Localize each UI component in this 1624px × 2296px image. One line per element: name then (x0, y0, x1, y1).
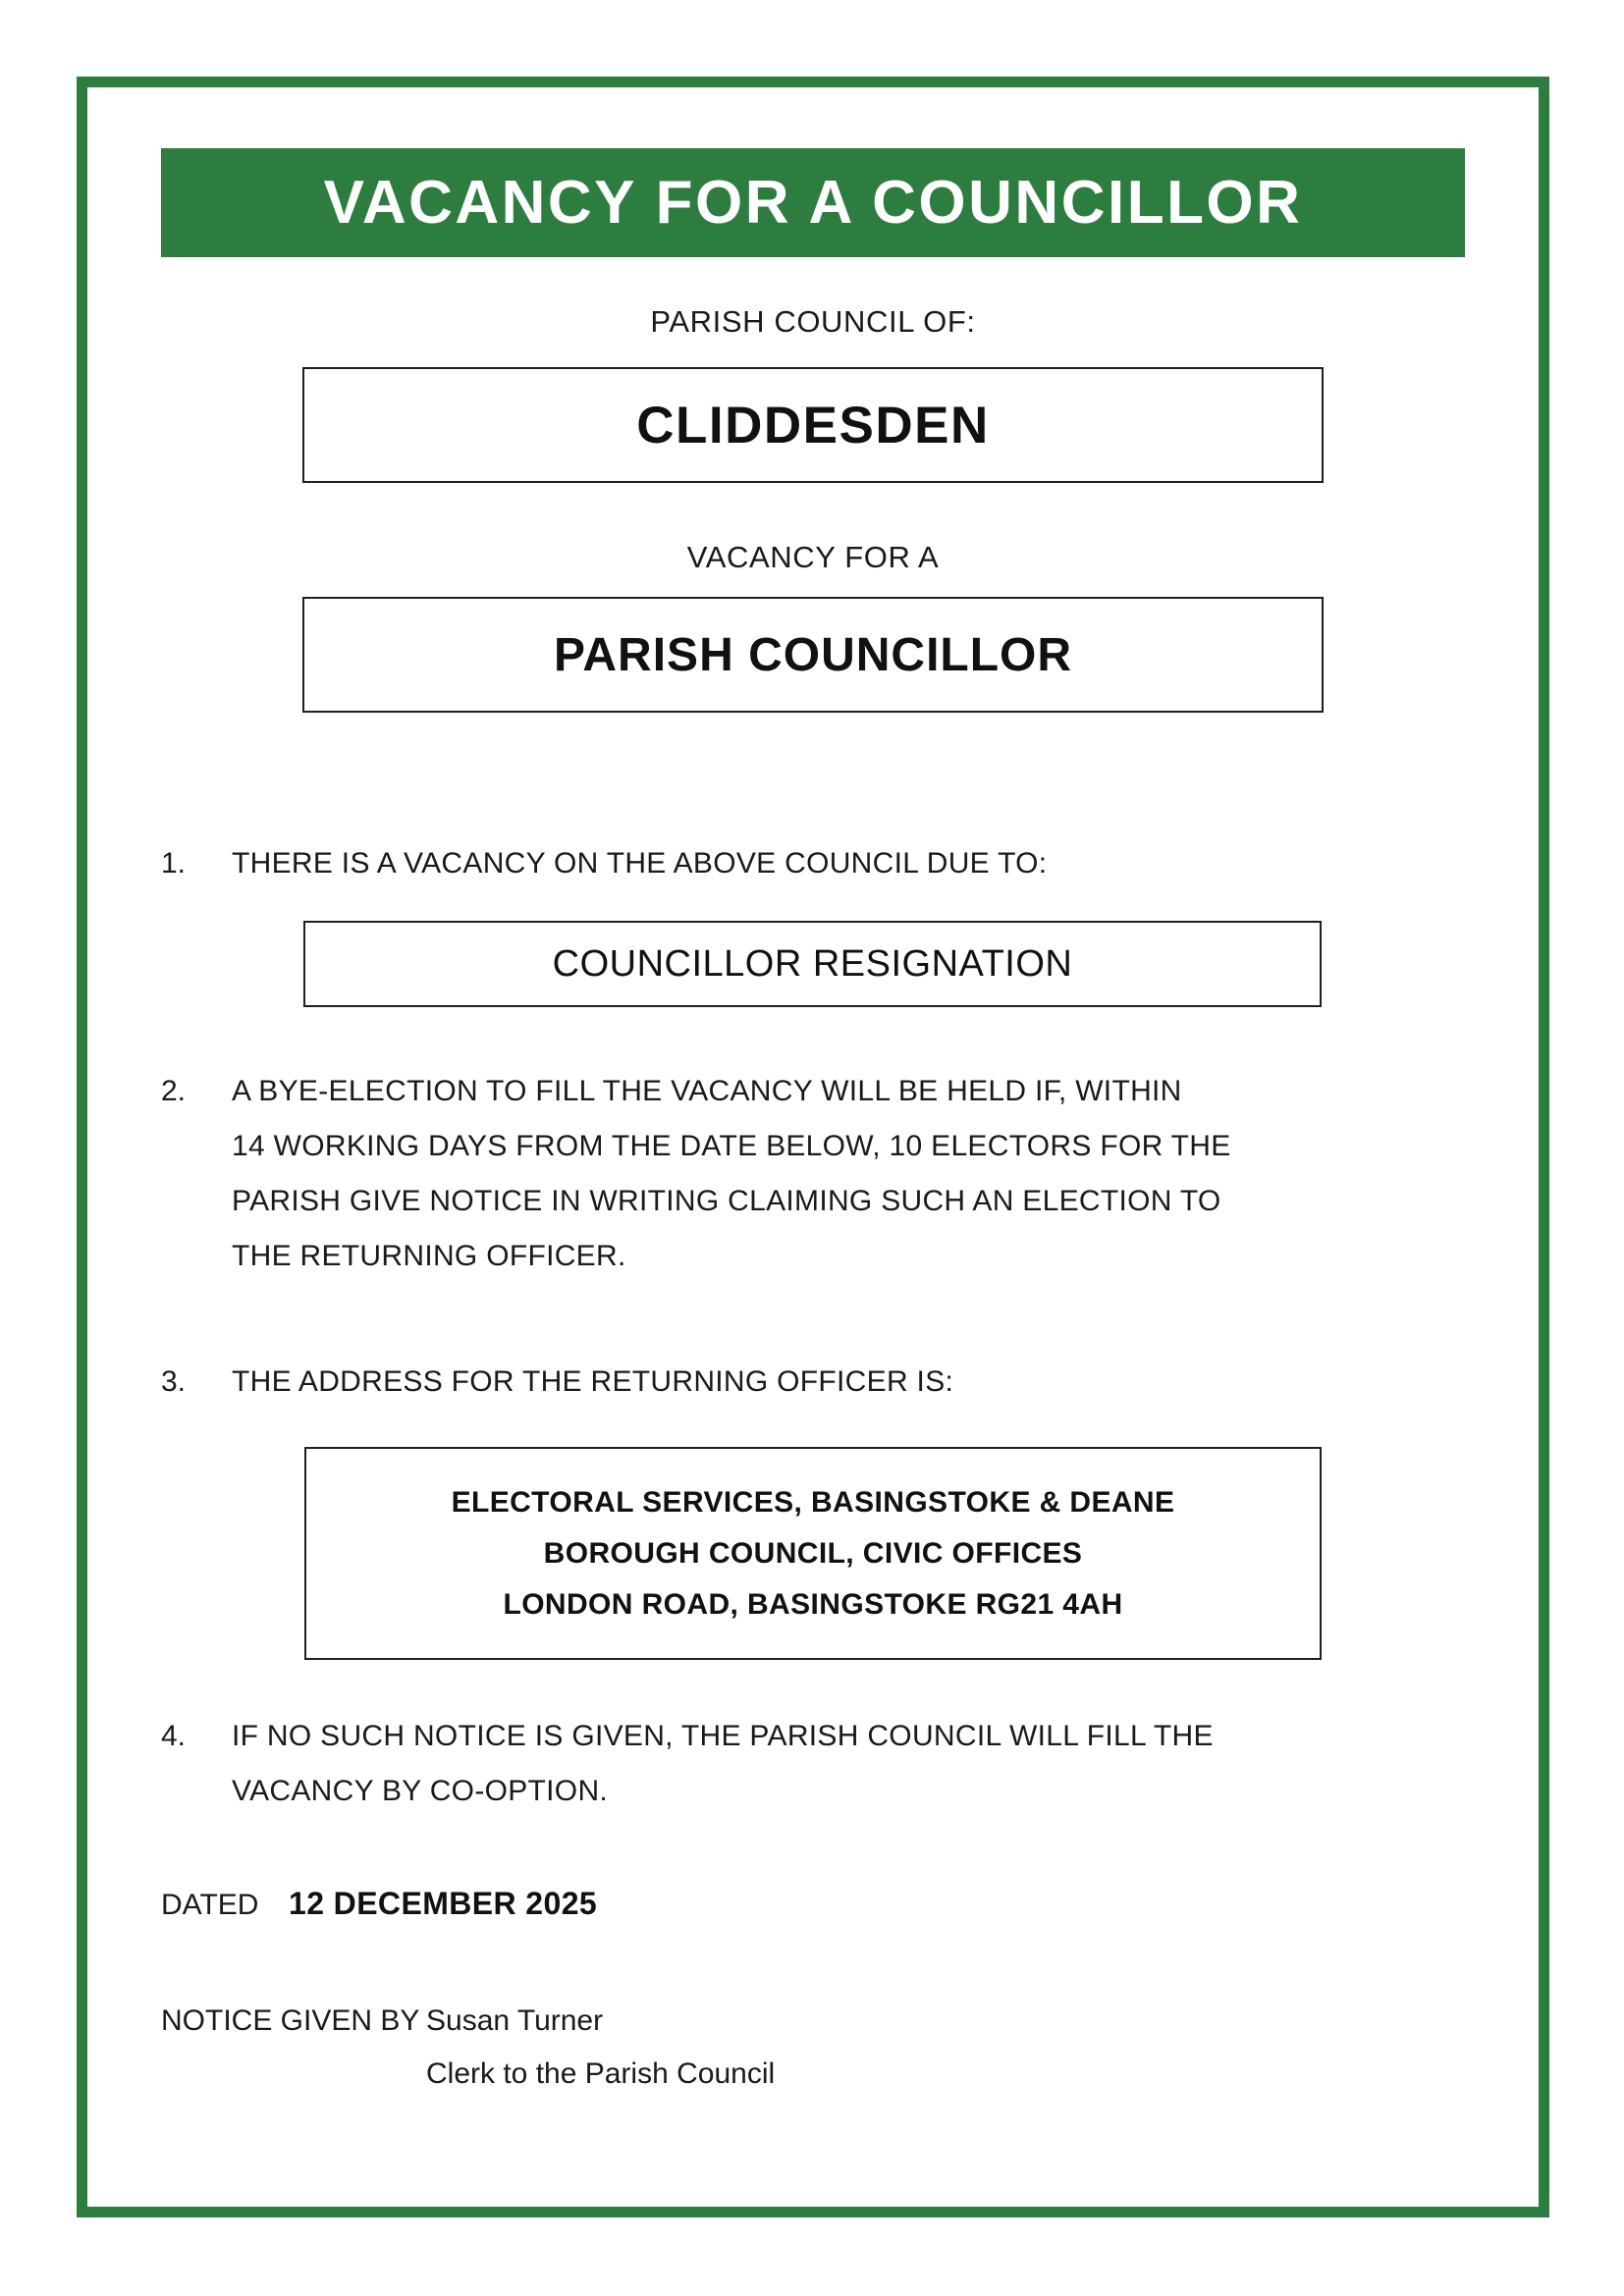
clause-line: THE ADDRESS FOR THE RETURNING OFFICER IS: (232, 1365, 954, 1398)
signatory-name: Susan Turner (426, 2004, 604, 2037)
clause-item-3 (161, 1355, 1465, 1410)
notice-content (161, 148, 1465, 2101)
clause-text-1 (232, 836, 1465, 891)
council-name-box (302, 367, 1324, 483)
clause-item-4 (161, 1709, 1465, 1819)
clause-number-2: 2. (161, 1075, 187, 1107)
signatory-title: Clerk to the Parish Council (426, 2057, 776, 2090)
clause-line: THE RETURNING OFFICER. (232, 1240, 626, 1272)
notice-given-by-values (426, 1995, 775, 2101)
clause-line: VACANCY BY CO-OPTION. (232, 1775, 609, 1807)
clause-number-1: 1. (161, 847, 187, 880)
clause-text-3 (232, 1355, 1465, 1410)
dated-label: DATED (161, 1889, 259, 1921)
role-name-box (302, 597, 1324, 713)
clause-text-4 (232, 1709, 1465, 1819)
vacancy-reason-box (303, 921, 1322, 1007)
clause-line: A BYE-ELECTION TO FILL THE VACANCY WILL BE HELD IF, WITHIN (232, 1075, 1182, 1107)
notice-given-by-label: NOTICE GIVEN BY (161, 2004, 420, 2037)
address-line-2: BOROUGH COUNCIL, CIVIC OFFICES (543, 1536, 1083, 1570)
vacancy-reason-value: COUNCILLOR RESIGNATION (552, 942, 1073, 985)
clause-line: 14 WORKING DAYS FROM THE DATE BELOW, 10 ELECTORS FOR THE (232, 1130, 1231, 1162)
dated-row (161, 1886, 1465, 1922)
notice-given-by-row (161, 1995, 1465, 2101)
role-name-value: PARISH COUNCILLOR (553, 628, 1073, 681)
returning-officer-address-box (304, 1447, 1322, 1660)
role-caption: VACANCY FOR A (686, 540, 940, 574)
clause-item-1 (161, 836, 1465, 891)
council-name-value: CLIDDESDEN (636, 396, 990, 454)
clause-item-2 (161, 1064, 1465, 1284)
clause-line: PARISH GIVE NOTICE IN WRITING CLAIMING SUCH AN ELECTION TO (232, 1185, 1221, 1217)
page-title: VACANCY FOR A COUNCILLOR (323, 168, 1303, 237)
address-line-1: ELECTORAL SERVICES, BASINGSTOKE & DEANE (451, 1485, 1175, 1519)
dated-value: 12 DECEMBER 2025 (289, 1886, 598, 1921)
clause-line: IF NO SUCH NOTICE IS GIVEN, THE PARISH COUNCIL WILL FILL THE (232, 1720, 1214, 1752)
address-line-3: LONDON ROAD, BASINGSTOKE RG21 4AH (503, 1587, 1123, 1621)
clause-line: THERE IS A VACANCY ON THE ABOVE COUNCIL DUE TO: (232, 847, 1048, 880)
clause-text-2 (232, 1064, 1465, 1284)
title-banner (161, 148, 1465, 257)
council-caption: PARISH COUNCIL OF: (650, 304, 976, 339)
clause-number-4: 4. (161, 1720, 187, 1752)
clause-number-3: 3. (161, 1365, 187, 1398)
clause-list (161, 836, 1465, 1819)
